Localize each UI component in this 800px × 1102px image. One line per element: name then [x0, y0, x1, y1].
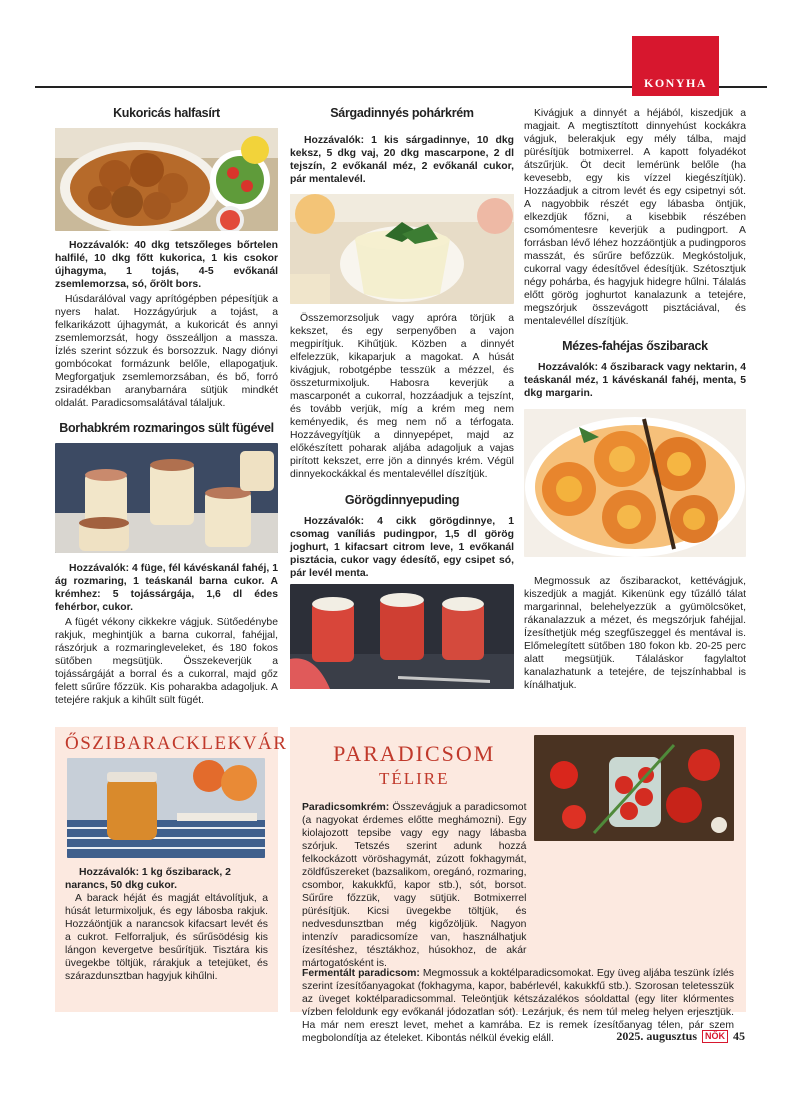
body-halfasirt: Húsdarálóval vagy aprítógépben pépesítjük a nyers halat. Hozzágyúrjuk a tojást, a felkarikázott újhagymát, a kukoricát és annyi zsemlemorzsát, hogy összeálljon a massza. Ízlés szerint sózzuk és borsozzuk. Nagy diónyi gombócokat formázunk belőle, ellapogatjuk. Megforgatjuk zsemlemorzsában, és bő, forró zsiradékban aranybarnára sütjük mindkét oldalát. Paradicsomsalátával tálaljuk. — [55, 294, 278, 409]
ingredients-borhabkrem: Hozzávalók: 4 füge, fél kávéskanál fahéj, 1 ág rozmaring, 1 teáskanál barna cukor. A krémhez: 5 tojássárgája, 1,6 dl édes fehérbor, cukor. — [55, 563, 278, 613]
magazine-logo: NŐK — [702, 1030, 728, 1043]
column-2 — [290, 107, 514, 689]
recipe-subtitle-paradicsom: TÉLIRE — [378, 769, 450, 788]
body-borhabkrem: A fügét vékony cikkekre vágjuk. Sütőedénybe rakjuk, meghintjük a barna cukorral, fahéjjal, rászórjuk a rozmaringleveleket, és 180 fokos sütőben megsütjük. Összekeverjük a tojássárgáját a borral és a cukorral, majd gőz felett sűrűre főzzük. Kis poharakba adagoljuk. A tetejére rakjuk a kihűlt sült fügét. — [55, 617, 278, 706]
tomatoes-illustration — [534, 735, 734, 841]
box-lekvar — [55, 727, 288, 1012]
photo-poharkrem — [290, 194, 514, 304]
recipe-title-halfasirt: Kukoricás halfasírt — [113, 106, 220, 120]
photo-halfasirt — [55, 128, 278, 231]
recipe-title-poharkrem: Sárgadinnyés pohárkrém — [330, 106, 474, 120]
photo-borhabkrem — [55, 443, 278, 553]
recipe-title-lekvar: ŐSZIBARACKLEKVÁR — [65, 733, 288, 754]
paradicsomkrem-body: Összevágjuk a paradicsomot (a nagyokat érdemes előtte meghámozni). Egy kiolajozott tepsibe vagy egy nagy lábasba szórjuk. Tetszés szerint adunk hozzá felkockázott vöröshagymát, zúzott fokhagymát, zöldfűszereket (bazsalikom, oregánó, rozmaring, csombor, kakukkfű, kapor stb.), sót, borsot. Sűrűre főzzük, vagy sütjük. Botmixerrel pürésítjük. Kicsi üvegekbe töltjük, és nedvesdunsztban még kigőzöljük. Nagyon intenzív paradicsomíze van, használhatjuk ízesítéshez, tésztákhoz, húsokhoz, de akár mártogatósként is. — [302, 802, 527, 969]
ingredients-oszibarack: Hozzávalók: 4 őszibarack vagy nektarin, 4 teáskanál méz, 1 kávéskanál fahéj, menta, 5 dkg margarin. — [524, 362, 746, 399]
recipe-title-borhabkrem: Borhabkrém rozmaringos sült fügével — [59, 421, 274, 435]
photo-lekvar — [67, 758, 265, 858]
photo-oszibarack — [524, 409, 746, 557]
baked-peaches-illustration — [524, 409, 746, 557]
body-poharkrem: Összemorzsoljuk vagy apróra törjük a kekszet, és egy serpenyőben a vajon megpirítjuk. Kihűtjük. Közben a dinnyét elfelezzük, kikaparjuk a magokat. A húsát kivágjuk, robotgépbe tesszük a mézzel, és összeturmixoljuk. Habosra keverjük a mascarponét a cukorral, hozzáadjuk a tejszínt, és tovább verjük, míg a krém meg nem keményedik, és meg nem nő a térfogata. Hozzávegyítjük a dinnyepépet, majd az előkészített poharak aljába adagoljuk a vajas pirított kekszet, erre jön a dinnyés krém. Végül dinnyekockákkal és mentalevéllel díszítjük. — [290, 313, 514, 480]
ingredients-lekvar: Hozzávalók: 1 kg őszibarack, 2 narancs, 50 dkg cukor. — [65, 867, 231, 891]
photo-paradicsom — [534, 735, 734, 841]
body-oszibarack: Megmossuk az őszibarackot, kettévágjuk, kiszedjük a magját. Kikenünk egy tűzálló tálat margarinnal, belehelyezzük a gyümölcsöket, rákanalazzuk a mézet, és megszórjuk fahéjjal. Ízesíthetjük még szegfűszeggel és mentával is. Előmelegített sütőben 180 fokon kb. 20-25 perc alatt megsütjük. Tálaláskor fagylaltot kanalazhatunk a tetejére, de tejszínhabbal is kínálhatjuk. — [524, 576, 746, 691]
paradicsom-heading — [302, 735, 526, 970]
fermentalt-label: Fermentált paradicsom: — [302, 968, 420, 979]
ingredients-poharkrem: Hozzávalók: 1 kis sárgadinnye, 10 dkg keksz, 5 dkg vaj, 20 dkg mascarpone, 2 dl tejszín, 2 evőkanál méz, 2 evőkanál cukor, pár mentalevél. — [290, 135, 514, 185]
fig-dessert-illustration — [55, 443, 278, 553]
fermentalt-body: Megmossuk a koktélparadicsomokat. Egy üveg aljába teszünk ízlés szerint ízesítőanyagokat (fokhagyma, kapor, babérlevél, kakukkfű stb.). Szorosan teletesszük az üveget koktélparadicsommal. Teleöntjük kétszázalékos sóoldattal (egy liter klórmentes vízben feloldunk egy evőkanál jódozatlan sót). Lezárjuk, és nem túl meleg helyen erjesztjük. Ha már nem ereszt levet, mehet a kamrába. Ez is remek ízesítőanyag télen, pár szem megbolondítja az ételeket. Kibontás nélkül évekig eláll. — [302, 968, 734, 1044]
peach-jam-illustration — [67, 758, 265, 858]
body-lekvar: A barack héját és magját eltávolítjuk, a húsát leturmixoljuk, és egy lábosba rakjuk. Hozzáöntjük a narancsok kifacsart levét és a cukrot. Felforraljuk, és sűrűsödésig kis lángon kevergetve besűrítjük. Tisztára kis üvegekbe töltjük, rárakjuk a tetejüket, és szárazdunsztban hagyjuk kihűlni. — [65, 893, 268, 982]
ingredients-halfasirt: Hozzávalók: 40 dkg tetszőleges bőrtelen halfilé, 10 dkg főtt kukorica, 1 kis csokor újhagyma, 1 tojás, 4-5 evőkanál zsemlemorzsa, só, őrölt bors. — [55, 240, 278, 290]
page-number: 45 — [733, 1029, 745, 1043]
photo-puding — [290, 584, 514, 689]
paradicsomkrem-label: Paradicsomkrém: — [302, 802, 390, 813]
recipe-title-oszibarack: Mézes-fahéjas őszibarack — [562, 339, 708, 353]
watermelon-pudding-illustration — [290, 584, 514, 689]
ingredients-puding: Hozzávalók: 4 cikk görögdinnye, 1 csomag vaníliás pudingpor, 1,5 dl görög joghurt, 1 kifacsart citrom leve, 1 evőkanál pisztácia, cukor vagy édesítő, egy csipet só, pár levél menta. — [290, 516, 514, 579]
issue-date: 2025. augusztus — [616, 1029, 697, 1043]
recipe-title-paradicsom: PARADICSOM — [333, 741, 496, 766]
section-tab — [632, 36, 719, 96]
fish-cakes-illustration — [55, 128, 278, 231]
paradicsomkrem-intro — [302, 801, 526, 970]
section-label: KONYHA — [644, 76, 707, 90]
recipe-title-puding: Görögdinnyepuding — [344, 493, 460, 507]
column-1 — [55, 107, 278, 707]
melon-cream-illustration — [290, 194, 514, 304]
body-puding: Kivágjuk a dinnyét a héjából, kiszedjük a magjait. A megtisztított dinnyehúst kockákra vágjuk, belerakjuk egy mély tálba, majd pürésítjük botmixerrel. A kapott folyadékot átszűrjük. Öt decit lemérünk belőle (ha kevesebb, egy kis vízzel kiegészítjük). Hozzáadjuk a citrom levét és egy csipetnyi sót. A nagyobbik részét egy lábasba öntjük, elkezdjük főzni, a kisebbik részében csomómentesre keverjük a pudingport. A forrásban lévő léhez hozzáöntjük a pudingporos masszát, és sűrűre befőzzük. Megkóstoljuk, cukorral vagy édesítővel édesítjük. Szétosztjuk négy pohárba, és hagyjuk hidegre hűlni. Tálalás előtt görög joghurtot kanalazunk a tetejére, megszórjuk összevágott pisztáciával, és mentalevéllel díszítjük. — [524, 108, 746, 327]
page-footer — [616, 1029, 745, 1044]
column-3 — [524, 107, 746, 692]
